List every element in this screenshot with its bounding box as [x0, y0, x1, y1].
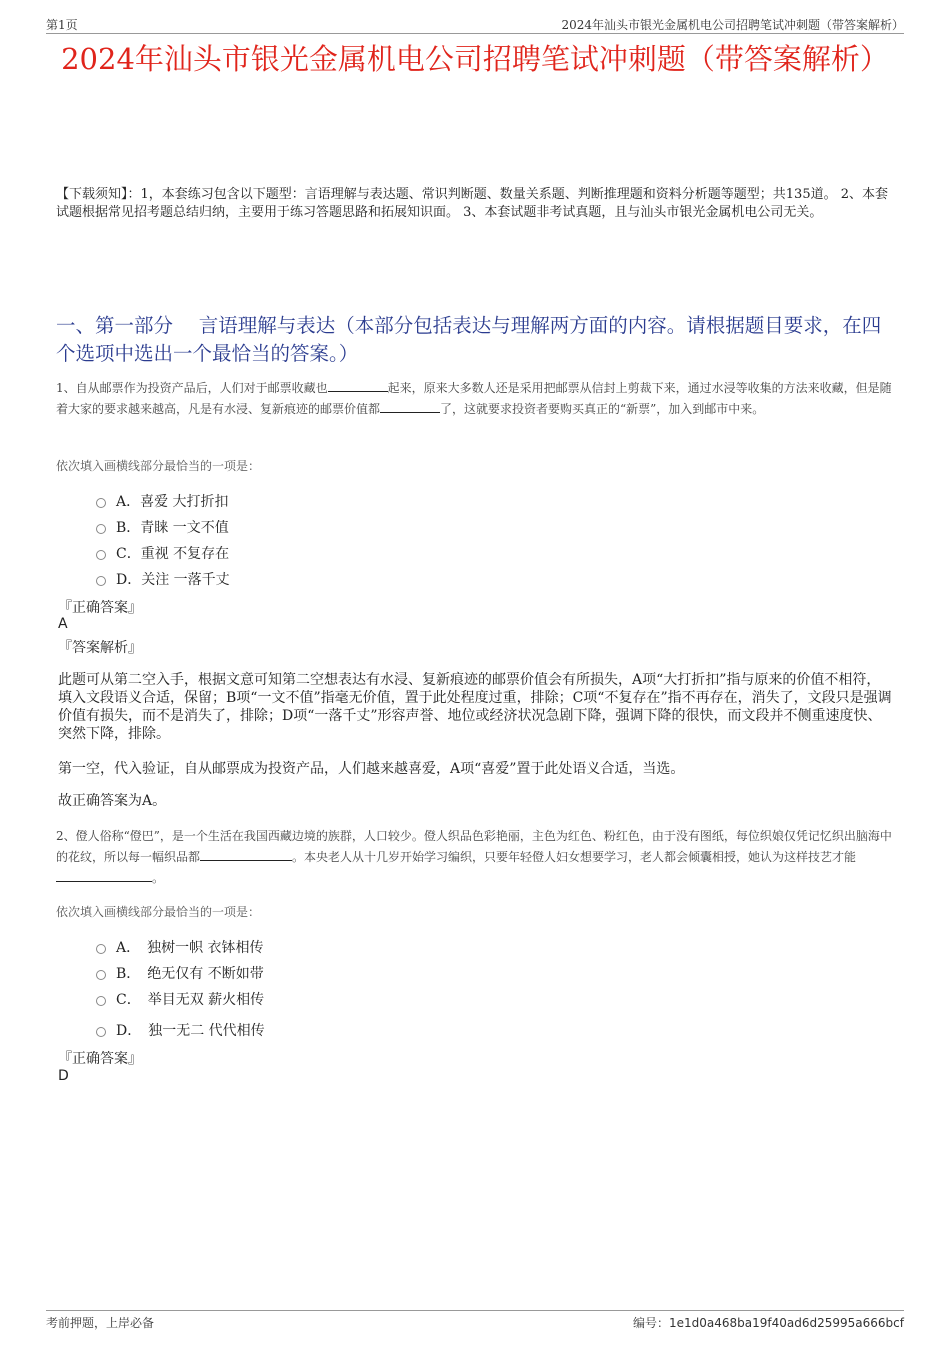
- q1-analysis-paragraph: 第一空，代入验证，自从邮票成为投资产品，人们越来越喜爱，A项“喜爱”置于此处语义合适，当选。: [58, 761, 685, 777]
- q1-answer-label: 『正确答案』: [58, 600, 142, 616]
- q1-option-b[interactable]: B．青睐 一文不值: [96, 517, 229, 537]
- document-title: 2024年汕头市银光金属机电公司招聘笔试冲刺题（带答案解析）: [61, 42, 889, 76]
- blank-1: [200, 848, 292, 861]
- radio-icon[interactable]: [96, 1027, 106, 1037]
- q2-answer-label: 『正确答案』: [58, 1051, 142, 1067]
- footer-rule: [46, 1310, 904, 1311]
- page-number: 第1页: [46, 18, 78, 32]
- footer-slogan: 考前押题，上岸必备: [46, 1316, 155, 1330]
- section-heading: 一、第一部分 言语理解与表达（本部分包括表达与理解两方面的内容。请根据题目要求，在四个选项中选出一个最恰当的答案。）: [56, 314, 882, 365]
- radio-icon[interactable]: [96, 498, 106, 508]
- radio-icon[interactable]: [96, 944, 106, 954]
- radio-icon[interactable]: [96, 970, 106, 980]
- blank-1: [328, 379, 388, 392]
- q1-analysis-label: 『答案解析』: [58, 640, 142, 656]
- q1-analysis-conclusion: 故正确答案为A。: [58, 793, 167, 809]
- q2-option-c[interactable]: C． 举目无双 薪火相传: [96, 989, 264, 1009]
- download-notice: 【下载须知】：1，本套练习包含以下题型：言语理解与表达题、常识判断题、数量关系题、判断推理题和资料分析题等题型；共135道。 2、本套试题根据常见招考题总结归纳，主要用于练习答题思路和拓展知识面。 3、本套试题非考试真题，且与汕头市银光金属机电公司无关。: [56, 187, 888, 220]
- radio-icon[interactable]: [96, 524, 106, 534]
- radio-icon[interactable]: [96, 550, 106, 560]
- blank-2: [56, 869, 152, 882]
- q2-option-a[interactable]: A． 独树一帜 衣钵相传: [96, 937, 264, 957]
- blank-2: [380, 400, 440, 413]
- radio-icon[interactable]: [96, 576, 106, 586]
- header-doc-title: 2024年汕头市银光金属机电公司招聘笔试冲刺题（带答案解析）: [561, 18, 904, 32]
- q2-option-b[interactable]: B． 绝无仅有 不断如带: [96, 963, 264, 983]
- q1-analysis-paragraph: 此题可从第二空入手，根据文意可知第二空想表达有水浸、复新痕迹的邮票价值会有所损失，A项“大打折扣”指与原来的价值不相符，填入文段语义合适，保留；B项“一文不值”指毫无价值，置于此处程度过重，排除；C项“不复存在”指不再存在，消失了，文段只是强调价值有损失，而不是消失了，排除；D项“一落千丈”形容声誉、地位或经济状况急剧下降，强调下降的很快，而文段并不侧重速度快、突然下降，排除。: [58, 672, 892, 742]
- q1-option-d[interactable]: D．关注 一落千丈: [96, 569, 230, 589]
- question-1-text: 1、自从邮票作为投资产品后，人们对于邮票收藏也 起来，原来大多数人还是采用把邮票从信封上剪裁下来，通过水浸等收集的方法来收藏，但是随着大家的要求越来越高，凡是有水浸、复新痕迹的邮票价值都 了，这就要求投资者要购买真正的“新票”，加入到邮市中来。: [56, 381, 892, 416]
- footer-doc-id: 编号：1e1d0a468ba19f40ad6d25995a666bcf: [632, 1316, 904, 1330]
- q2-answer: D: [58, 1068, 69, 1084]
- question-2-text: 2、僜人俗称“僜巴”，是一个生活在我国西藏边境的族群，人口较少。僜人织品色彩艳丽，主色为红色、粉红色，由于没有图纸，每位织娘仅凭记忆织出脑海中的花纹，所以每一幅织品都 。本央老人从十几岁开始学习编织，只要年轻僜人妇女想要学习，老人都会倾囊相授，她认为这样技艺才能。: [56, 829, 892, 885]
- question-1-instruction: 依次填入画横线部分最恰当的一项是：: [56, 459, 261, 473]
- q1-answer: A: [58, 616, 68, 632]
- q2-option-d[interactable]: D． 独一无二 代代相传: [96, 1020, 265, 1040]
- q1-option-a[interactable]: A．喜爱 大打折扣: [96, 491, 229, 511]
- header-rule: [46, 33, 904, 34]
- radio-icon[interactable]: [96, 996, 106, 1006]
- question-2-instruction: 依次填入画横线部分最恰当的一项是：: [56, 905, 261, 919]
- q1-option-c[interactable]: C．重视 不复存在: [96, 543, 229, 563]
